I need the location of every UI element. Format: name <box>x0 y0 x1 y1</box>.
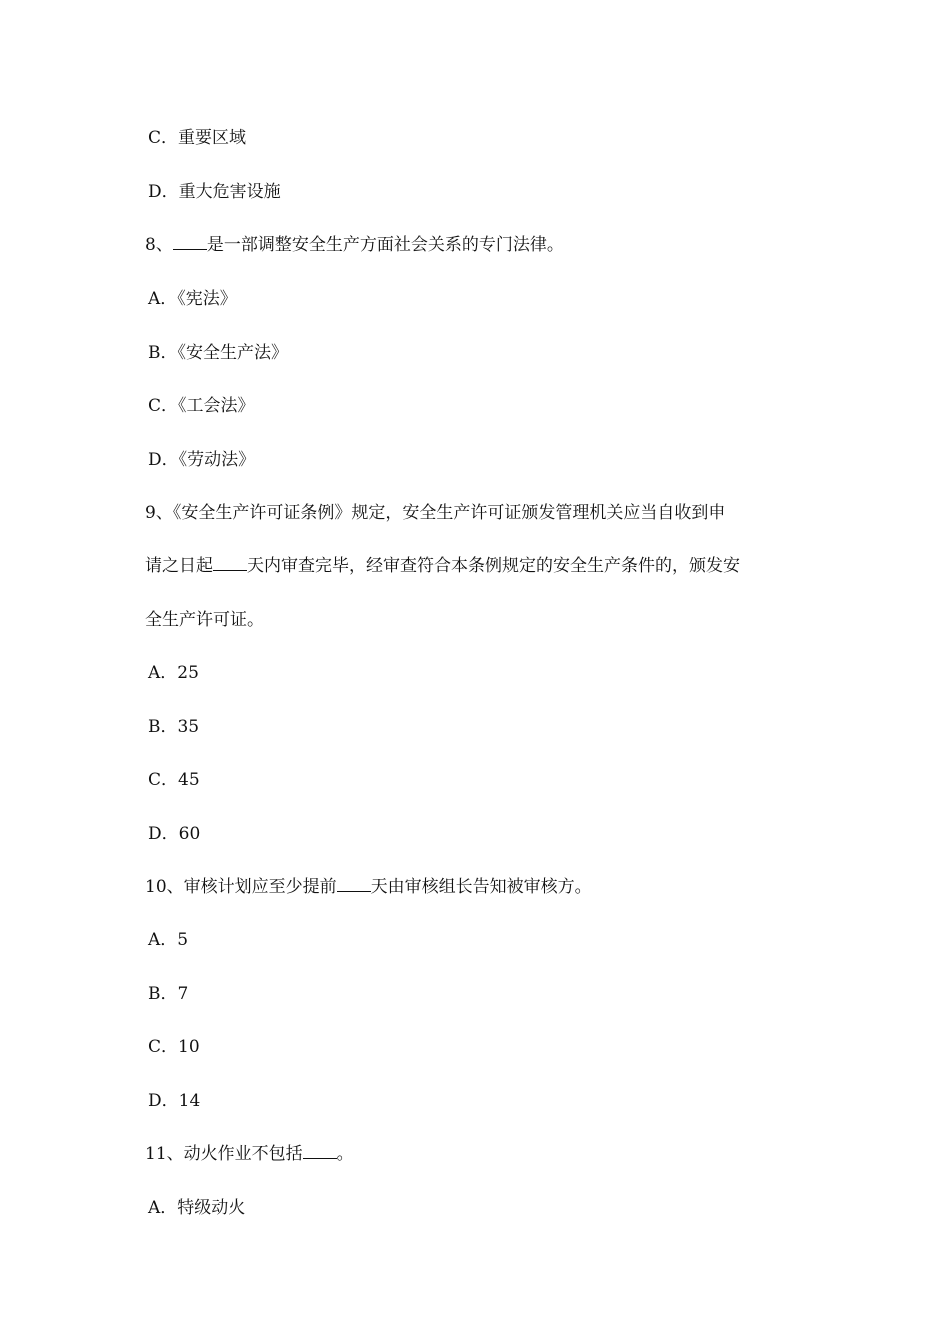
q11-option-a: A．特级动火 <box>148 1198 246 1218</box>
q10-option-c: C．10 <box>148 1037 200 1057</box>
answer-blank <box>303 1143 337 1159</box>
q7-option-c: C．重要区域 <box>148 128 247 148</box>
question-8 <box>145 234 564 256</box>
question-10-prefix: 10、审核计划应至少提前 <box>145 877 337 897</box>
q9-option-d: D．60 <box>148 824 201 844</box>
question-8-text: 是一部调整安全生产方面社会关系的专门法律。 <box>206 235 564 255</box>
answer-blank <box>213 555 247 571</box>
question-10-suffix: 天由审核组长告知被审核方。 <box>370 877 592 897</box>
q10-option-a: A．5 <box>148 930 189 950</box>
answer-blank <box>337 876 371 892</box>
question-11 <box>145 1143 354 1165</box>
question-11-suffix: 。 <box>336 1144 354 1164</box>
q9-option-c: C．45 <box>148 770 200 790</box>
q9-option-b: B．35 <box>148 717 200 737</box>
q7-option-d: D．重大危害设施 <box>148 182 281 202</box>
question-9-line-3: 全生产许可证。 <box>145 610 264 630</box>
q10-option-d: D．14 <box>148 1091 201 1111</box>
question-10 <box>145 876 592 898</box>
q9-option-a: A．25 <box>148 663 199 683</box>
question-8-number: 8、 <box>145 235 173 255</box>
answer-blank <box>173 234 207 250</box>
q8-option-a: A．《宪法》 <box>148 289 237 309</box>
q8-option-b: B．《安全生产法》 <box>148 343 288 363</box>
question-9-line-2-suffix: 天内审查完毕，经审查符合本条例规定的安全生产条件的，颁发安 <box>247 556 740 576</box>
question-9-line-2-prefix: 请之日起 <box>145 556 213 576</box>
q10-option-b: B．7 <box>148 984 189 1004</box>
question-9-line-2 <box>145 555 740 577</box>
question-9-line-1: 9、《安全生产许可证条例》规定，安全生产许可证颁发管理机关应当自收到申 <box>145 503 726 523</box>
q8-option-d: D．《劳动法》 <box>148 450 256 470</box>
question-11-prefix: 11、动火作业不包括 <box>145 1144 303 1164</box>
q8-option-c: C．《工会法》 <box>148 396 255 416</box>
